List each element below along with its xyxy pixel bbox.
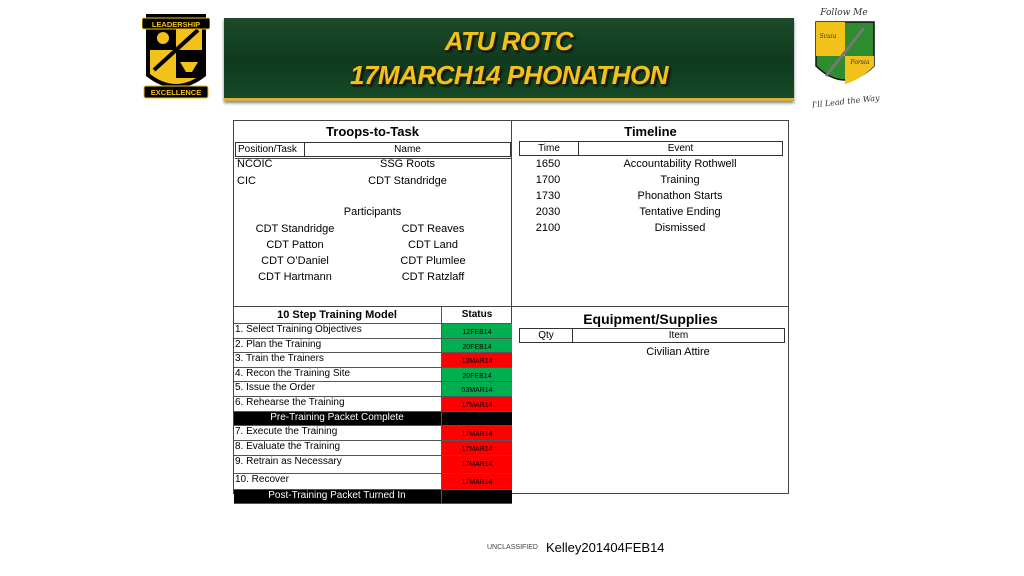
training-step-status-text: 17MAR14	[461, 446, 493, 453]
title-banner	[224, 18, 794, 101]
leadership-excellence-logo	[142, 10, 210, 102]
training-step-label: 6. Rehearse the Training	[235, 397, 345, 408]
training-header	[234, 307, 512, 324]
banner-subtitle: 17MARCH14 PHONATHON	[350, 60, 668, 90]
svg-text:Forsia: Forsia	[850, 59, 870, 66]
crest-shield-icon	[804, 4, 886, 110]
troops-position-1: NCOIC	[237, 158, 273, 170]
training-step-status-text: 12FEB14	[462, 329, 492, 336]
training-step-status	[441, 441, 512, 455]
training-step-status-text: 20FEB14	[462, 344, 492, 351]
participant: CDT Standridge	[255, 223, 335, 235]
training-step-row	[234, 353, 512, 368]
timeline-event: Training	[660, 174, 700, 186]
training-step-label: Pre-Training Packet Complete	[270, 412, 404, 423]
training-step-status	[441, 412, 512, 425]
participant: CDT Land	[408, 239, 458, 251]
training-step-status	[441, 474, 512, 489]
training-step-status-text: 13MAR14	[461, 358, 493, 365]
timeline-col-time: Time	[538, 143, 560, 154]
training-step-status	[441, 339, 512, 352]
document-id: Kelley201404FEB14	[546, 540, 665, 555]
training-step-status-text: 17MAR14	[461, 431, 493, 438]
training-milestone-row	[234, 412, 512, 426]
training-step-row	[234, 426, 512, 441]
banner-title: ATU ROTC	[444, 26, 574, 56]
training-step-row	[234, 339, 512, 353]
training-step-label: 3. Train the Trainers	[235, 353, 324, 364]
timeline-header	[519, 141, 783, 156]
timeline-col-event: Event	[667, 143, 694, 154]
timeline-title: Timeline	[624, 124, 677, 139]
crest-logo	[804, 4, 886, 110]
leadership-excellence-shield-icon	[142, 10, 210, 102]
training-status-header: Status	[441, 307, 512, 323]
participants-label: Participants	[343, 206, 402, 218]
training-step-label: 9. Retrain as Necessary	[235, 456, 342, 467]
training-step-row	[234, 441, 512, 456]
equipment-col-item: Item	[668, 330, 689, 341]
participant: CDT Ratzlaff	[401, 271, 465, 283]
training-step-label: 8. Evaluate the Training	[235, 441, 341, 452]
timeline-event: Tentative Ending	[639, 206, 721, 218]
troops-position-2: CIC	[237, 175, 256, 187]
participant: CDT O’Daniel	[261, 255, 329, 267]
classification-label: UNCLASSIFIED	[487, 544, 538, 551]
training-step-label: Post-Training Packet Turned In	[268, 490, 406, 501]
participant: CDT Plumlee	[400, 255, 466, 267]
troops-col-position: Position/Task	[238, 144, 297, 155]
training-step-status	[441, 382, 512, 396]
equipment-item: Civilian Attire	[646, 346, 710, 358]
training-step-label: 1. Select Training Objectives	[235, 324, 362, 335]
timeline-time: 1650	[535, 158, 561, 170]
training-step-label: 10. Recover	[235, 474, 289, 485]
participant: CDT Hartmann	[258, 271, 332, 283]
svg-text:I'll Lead the Way: I'll Lead the Way	[811, 93, 881, 110]
training-step-status	[441, 456, 512, 473]
timeline-event: Phonathon Starts	[637, 190, 723, 202]
training-step-status	[441, 368, 512, 381]
training-step-status-text: 17MAR14	[461, 402, 493, 409]
training-step-status-text: 17MAR14	[461, 479, 493, 486]
training-step-status	[441, 426, 512, 440]
equipment-col-qty: Qty	[538, 330, 554, 341]
timeline-time: 2030	[535, 206, 561, 218]
svg-text:EXCELLENCE: EXCELLENCE	[150, 88, 202, 97]
training-step-status	[441, 353, 512, 367]
training-step-row	[234, 382, 512, 397]
troops-name-2: CDT Standridge	[368, 175, 447, 187]
timeline-event: Dismissed	[654, 222, 706, 234]
training-step-row	[234, 474, 512, 490]
svg-text:Scuia: Scuia	[819, 33, 837, 40]
training-step-row	[234, 324, 512, 339]
participant: CDT Patton	[266, 239, 324, 251]
troops-name-1: SSG Roots	[379, 158, 436, 170]
training-title: 10 Step Training Model	[277, 309, 397, 321]
timeline-time: 2100	[535, 222, 561, 234]
troops-header	[235, 142, 511, 157]
svg-text:LEADERSHIP: LEADERSHIP	[151, 20, 201, 29]
troops-col-name: Name	[394, 144, 421, 155]
svg-text:Follow Me: Follow Me	[820, 8, 868, 18]
training-milestone-row	[234, 490, 512, 504]
training-step-label: 5. Issue the Order	[235, 382, 316, 393]
timeline-time: 1730	[535, 190, 561, 202]
training-step-status	[441, 324, 512, 338]
training-step-row	[234, 456, 512, 474]
training-step-status	[441, 397, 512, 411]
training-step-status	[441, 490, 512, 503]
training-step-row	[234, 368, 512, 382]
training-step-row	[234, 397, 512, 412]
training-step-status-text: 20FEB14	[462, 373, 492, 380]
timeline-event: Accountability Rothwell	[623, 158, 737, 170]
training-step-label: 2. Plan the Training	[235, 339, 322, 350]
equipment-header	[519, 328, 785, 343]
training-step-status-text: 03MAR14	[461, 387, 493, 394]
timeline-time: 1700	[535, 174, 561, 186]
participant: CDT Reaves	[401, 223, 465, 235]
training-step-status-text: 17MAR14	[461, 461, 493, 468]
training-step-label: 4. Recon the Training Site	[235, 368, 351, 379]
equipment-title: Equipment/Supplies	[583, 311, 718, 327]
training-step-label: 7. Execute the Training	[235, 426, 338, 437]
troops-title: Troops-to-Task	[326, 124, 419, 139]
